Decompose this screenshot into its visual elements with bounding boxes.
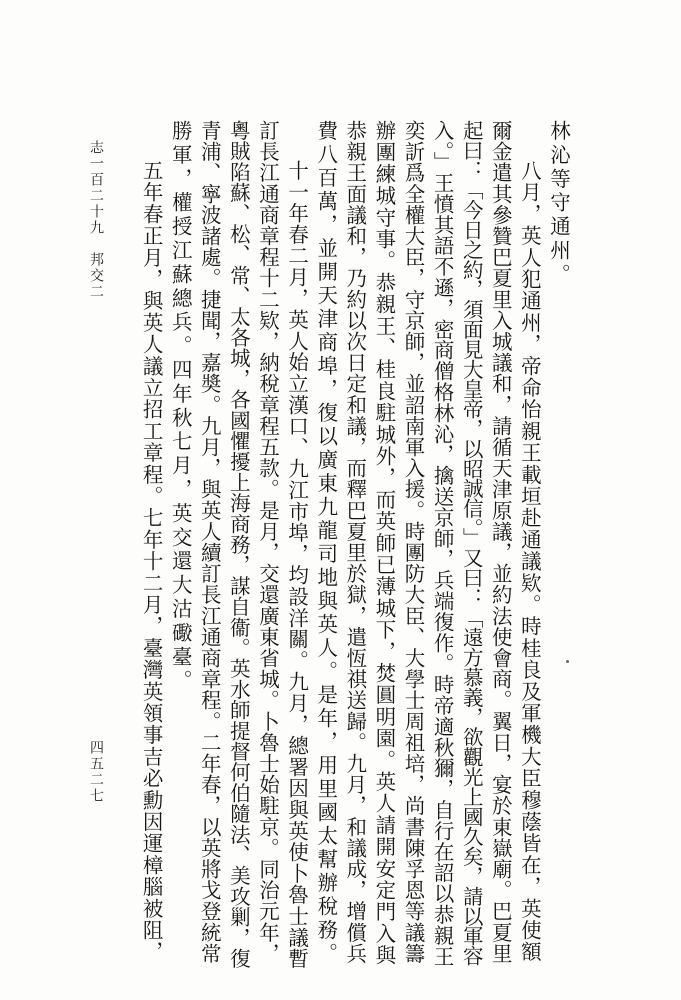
text-column-3: 爾金遣其參贊巴夏里入城議和，請循天津原議，並約法使會商。翼日，宴於東嶽廟。巴夏里 (488, 120, 513, 964)
text-column-4: 起曰：「今日之約，須面見大皇帝，以昭誠信。」又曰：「遠方慕義，欲觀光上國久矣，請以軍容 (459, 120, 484, 966)
text-column-6: 奕訢爲全權大臣，守京師，並詔南軍入援。時團防大臣、大學士周祖培，尚書陳孚恩等議籌 (401, 120, 425, 964)
text-column-9: 費八百萬，並開天津商埠，復以廣東九龍司地與英人。是年，用里國太幫辦稅務。 (313, 120, 338, 966)
text-column-12: 粵賊陷蘇、松、常、太各城，各國懼擾上海商務，謀自衞。英水師提督何伯隨法、美攻剿，復 (226, 120, 251, 969)
text-column-13: 青浦、寧波諸處。捷聞，嘉奬。九月，與英人續訂長江通商章程。二年春，以英將戈登統常 (197, 120, 222, 964)
text-column-2: 八月，英人犯通州，帝命怡親王載垣赴通議欵。時桂良及軍機大臣穆蔭皆在，英使額 (517, 160, 542, 963)
text-column-8: 恭親王面議和，乃約以次日定和議，而釋巴夏里於獄，遣恆祺送歸。九月，和議成，增償兵 (342, 120, 367, 964)
running-footer-section: 志一百二十九 邦交二 (88, 140, 104, 300)
scan-speck (566, 660, 569, 663)
text-column-1: 林沁等守通州。 (546, 120, 571, 288)
text-column-10: 十一年春二月，英人始立漢口、九江市埠，均設洋關。九月，總署因與英使卜魯士議暫 (284, 160, 309, 970)
text-column-5: 入。」王憤其語不遜，密商僧格林沁，擒送京師，兵端復作。時帝適秋獮，自行在詔以恭親王 (430, 120, 455, 967)
text-column-7: 辦團練城守事。恭親王、桂良駐城外，而英師已薄城下，焚圓明園。英人請開安定門入與 (371, 120, 396, 967)
text-column-11: 訂長江通商章程十二欵，納稅章程五款。是月，交還廣東省城。卜魯士始駐京。同治元年， (255, 120, 280, 964)
text-column-15: 五年春正月，與英人議立招工章程。七年十二月，臺灣英領事吉必勳因運樟腦被阻， (139, 160, 164, 963)
text-column-14: 勝軍，權授江蘇總兵。四年秋七月，英交還大沽礮臺。 (168, 120, 193, 694)
page-number: 四五二七 (88, 740, 104, 804)
